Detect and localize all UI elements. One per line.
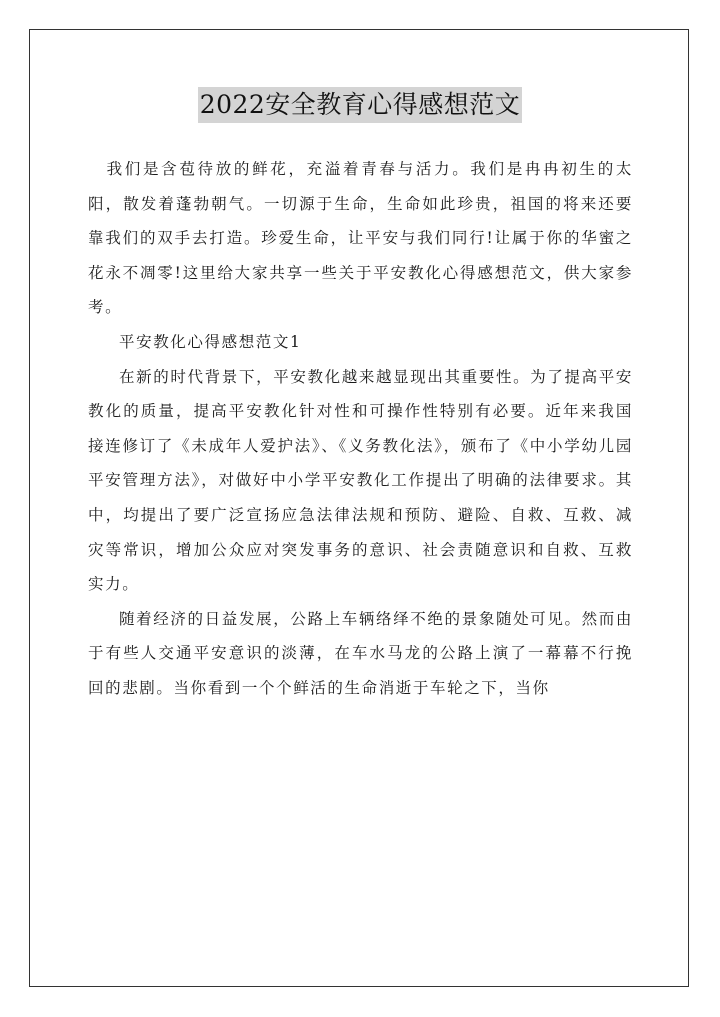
paragraph-body: 随着经济的日益发展，公路上车辆络绎不绝的景象随处可见。然而由于有些人交通平安意识的淡薄，在车水马龙的公路上演了一幕幕不行挽回的悲剧。当你看到一个个鲜活的生命消逝于车轮之下，当你 [88,609,633,697]
section-heading: 平安教化心得感想范文1 [119,332,302,351]
title-container [0,87,720,123]
document-body [88,152,633,706]
document-title: 2022安全教育心得感想范文 [198,87,523,123]
paragraph-intro: 我们是含苞待放的鲜花，充溢着青春与活力。我们是冉冉初生的太阳，散发着蓬勃朝气。一切源于生命，生命如此珍贵，祖国的将来还要靠我们的双手去打造。珍爱生命，让平安与我们同行!让属于你的华蜜之花永不凋零!这里给大家共享一些关于平安教化心得感想范文，供大家参考。 [88,160,633,317]
paragraph-body: 在新的时代背景下，平安教化越来越显现出其重要性。为了提高平安教化的质量，提高平安教化针对性和可操作性特别有必要。近年来我国接连修订了《未成年人爱护法》、《义务教化法》，颁布了《中小学幼儿园平安管理方法》，对做好中小学平安教化工作提出了明确的法律要求。其中，均提出了要广泛宣扬应急法律法规和预防、避险、自救、互救、减灾等常识，增加公众应对突发事务的意识、社会责随意识和自救、互救实力。 [88,367,633,594]
